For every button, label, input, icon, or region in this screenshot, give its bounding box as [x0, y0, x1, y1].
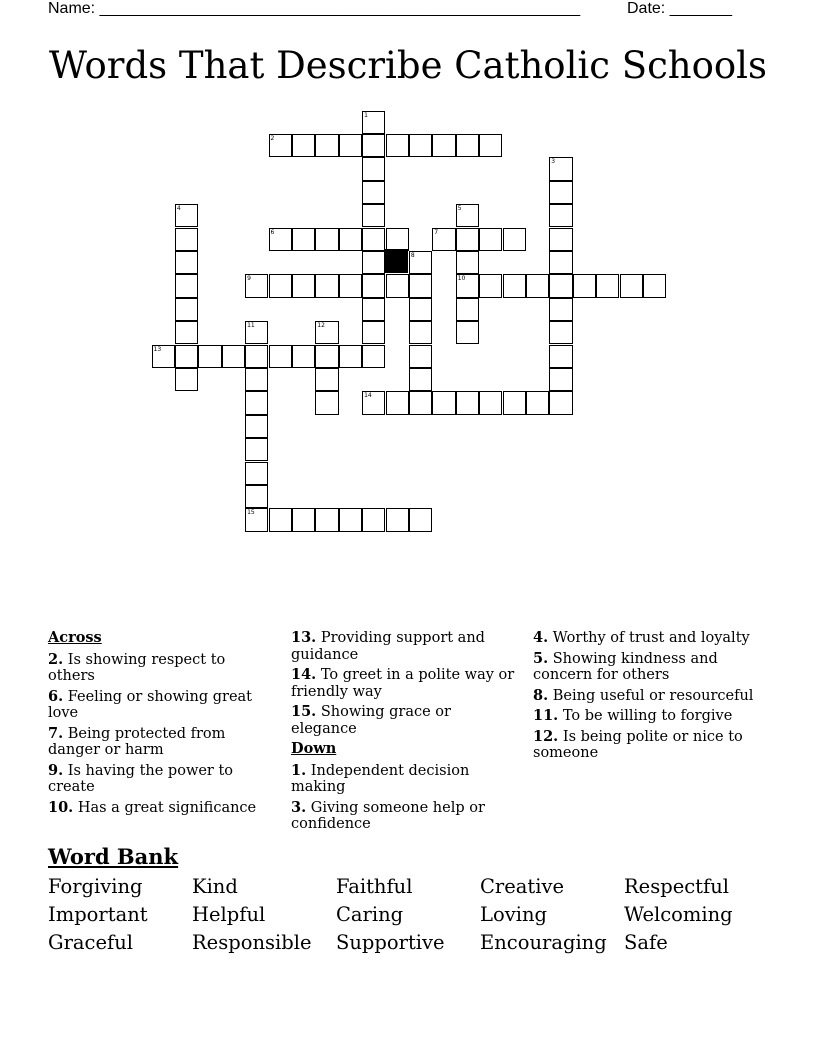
crossword-cell[interactable]: [456, 204, 479, 227]
crossword-cell[interactable]: [456, 274, 479, 297]
crossword-cell[interactable]: [339, 134, 362, 157]
crossword-cell[interactable]: [503, 228, 526, 251]
clue-down-12: 12. Is being polite or nice to someone: [533, 727, 743, 761]
clue-number: 9: [247, 275, 251, 283]
clue-number: 12: [317, 322, 325, 330]
clue-number: 15: [247, 509, 255, 517]
crossword-cell[interactable]: [362, 204, 385, 227]
clue-number: 5: [457, 205, 462, 213]
crossword-cell[interactable]: [549, 181, 572, 204]
clue-across-6: 6. Feeling or showing great love: [48, 687, 253, 721]
down-heading: Down: [291, 740, 337, 757]
crossword-cell[interactable]: [362, 228, 385, 251]
crossword-cell[interactable]: [456, 298, 479, 321]
crossword-cell[interactable]: [245, 321, 268, 344]
crossword-cell[interactable]: [175, 345, 198, 368]
clue-number: 8: [410, 251, 415, 259]
crossword-cell[interactable]: [245, 391, 268, 414]
crossword-cell[interactable]: [175, 228, 198, 251]
clue-down-3: 3. Giving someone help or confidence: [291, 798, 485, 832]
clue-number: 10: [457, 275, 466, 283]
crossword-cell[interactable]: [432, 134, 455, 157]
crossword-cell[interactable]: [292, 345, 315, 368]
crossword-cell[interactable]: [339, 508, 362, 531]
crossword-cell[interactable]: [526, 274, 549, 297]
crossword-cell[interactable]: [549, 391, 572, 414]
crossword-cell[interactable]: [175, 368, 198, 391]
word-bank-item: Faithful: [336, 875, 413, 898]
crossword-cell[interactable]: [175, 274, 198, 297]
crossword-cell[interactable]: [549, 298, 572, 321]
crossword-cell[interactable]: [479, 274, 502, 297]
clue-number: 14: [364, 392, 372, 400]
crossword-cell[interactable]: [245, 345, 268, 368]
word-bank-item: Safe: [624, 931, 668, 954]
clue-number: 4: [176, 205, 181, 213]
crossword-cell[interactable]: [549, 368, 572, 391]
crossword-cell[interactable]: [362, 251, 385, 274]
clue-across-9: 9. Is having the power to create: [48, 761, 234, 795]
clue-number: 3: [551, 158, 556, 166]
crossword-cell[interactable]: [245, 415, 268, 438]
word-bank-item: Encouraging: [480, 931, 607, 954]
word-bank-item: Supportive: [336, 931, 445, 954]
crossword-cell[interactable]: [503, 391, 526, 414]
crossword-cell[interactable]: [292, 274, 315, 297]
crossword-cell[interactable]: [596, 274, 619, 297]
crossword-cell[interactable]: [362, 181, 385, 204]
clue-across-10: 10. Has a great significance: [48, 798, 257, 816]
word-bank-item: Kind: [192, 875, 238, 898]
crossword-cell[interactable]: [456, 321, 479, 344]
crossword-cell[interactable]: [409, 134, 432, 157]
crossword-cell[interactable]: [549, 321, 572, 344]
crossword-cell[interactable]: [269, 134, 292, 157]
crossword-cell[interactable]: [269, 274, 292, 297]
clue-down-1: 1. Independent decision making: [291, 761, 470, 795]
crossword-cell[interactable]: [643, 274, 666, 297]
crossword-cell[interactable]: [339, 274, 362, 297]
word-bank-item: Graceful: [48, 931, 133, 954]
crossword-cell[interactable]: [386, 274, 409, 297]
crossword-cell[interactable]: [245, 485, 268, 508]
crossword-cell[interactable]: [292, 134, 315, 157]
crossword-cell[interactable]: [269, 345, 292, 368]
clue-number: 1: [364, 111, 368, 119]
crossword-cell[interactable]: [409, 368, 432, 391]
crossword-cell[interactable]: [409, 391, 432, 414]
crossword-cell[interactable]: [222, 345, 245, 368]
crossword-cell[interactable]: [245, 274, 268, 297]
word-bank-item: Helpful: [192, 903, 266, 926]
word-bank-item: Caring: [336, 903, 404, 926]
clues-column-1: [48, 630, 273, 820]
clue-number: 11: [247, 322, 255, 330]
clue-number: 7: [434, 228, 439, 236]
crossword-cell[interactable]: [315, 391, 338, 414]
crossword-cell[interactable]: [362, 298, 385, 321]
crossword-cell[interactable]: [269, 228, 292, 251]
crossword-cell[interactable]: [549, 157, 572, 180]
crossword-cell[interactable]: [292, 508, 315, 531]
crossword-cell[interactable]: [456, 134, 479, 157]
crossword-cell[interactable]: [339, 228, 362, 251]
crossword-cell[interactable]: [526, 391, 549, 414]
crossword-cell[interactable]: [409, 321, 432, 344]
crossword-cell[interactable]: [315, 134, 338, 157]
word-bank-item: Forgiving: [48, 875, 143, 898]
crossword-cell[interactable]: [245, 368, 268, 391]
clues-column-2: [291, 630, 519, 837]
word-bank-item: Responsible: [192, 931, 312, 954]
crossword-cell[interactable]: [573, 274, 596, 297]
crossword-cell[interactable]: [432, 391, 455, 414]
crossword-cell[interactable]: [549, 228, 572, 251]
word-bank-item: Respectful: [624, 875, 730, 898]
crossword-cell[interactable]: [315, 508, 338, 531]
black-square: [384, 249, 407, 272]
crossword-cell[interactable]: [362, 391, 385, 414]
crossword-cell[interactable]: [386, 228, 409, 251]
crossword-cell[interactable]: [549, 204, 572, 227]
crossword-cell[interactable]: [432, 228, 455, 251]
crossword-cell[interactable]: [362, 111, 385, 134]
crossword-cell[interactable]: [152, 345, 175, 368]
crossword-cell[interactable]: [409, 298, 432, 321]
clues-column-3: [533, 630, 758, 766]
word-bank-item: Loving: [480, 903, 547, 926]
word-bank-item: Creative: [480, 875, 565, 898]
crossword-cell[interactable]: [386, 508, 409, 531]
clue-down-11: 11. To be willing to forgive: [533, 707, 733, 724]
clue-number: 2: [270, 134, 275, 142]
crossword-cell[interactable]: [315, 345, 338, 368]
crossword-cell[interactable]: [386, 134, 409, 157]
crossword-cell[interactable]: [315, 368, 338, 391]
crossword-cell[interactable]: [245, 438, 268, 461]
clue-down-5: 5. Showing kindness and concern for others: [533, 649, 718, 683]
page-title: Words That Describe Catholic Schools: [48, 44, 767, 87]
clue-number: 13: [153, 345, 162, 353]
crossword-cell[interactable]: [362, 508, 385, 531]
crossword-cell[interactable]: [549, 251, 572, 274]
crossword-cell[interactable]: [409, 345, 432, 368]
crossword-cell[interactable]: [245, 462, 268, 485]
clue-down-8: 8. Being useful or resourceful: [533, 686, 754, 704]
clue-across-15: 15. Showing grace or elegance: [291, 703, 451, 737]
crossword-cell[interactable]: [409, 251, 432, 274]
word-bank-title: Word Bank: [48, 844, 179, 869]
crossword-cell[interactable]: [175, 251, 198, 274]
crossword-cell[interactable]: [245, 508, 268, 531]
crossword-cell[interactable]: [175, 298, 198, 321]
date-field[interactable]: Date: _______: [627, 0, 732, 17]
crossword-cell[interactable]: [409, 508, 432, 531]
crossword-cell[interactable]: [549, 345, 572, 368]
word-bank-item: Important: [48, 903, 148, 926]
word-bank: [48, 873, 768, 957]
word-bank-item: Welcoming: [624, 903, 733, 926]
crossword-cell[interactable]: [362, 134, 385, 157]
clue-across-14: 14. To greet in a polite way or friendly way: [291, 666, 515, 700]
crossword-cell[interactable]: [479, 134, 502, 157]
crossword-cell[interactable]: [362, 274, 385, 297]
crossword-cell[interactable]: [315, 321, 338, 344]
crossword-cell[interactable]: [339, 345, 362, 368]
name-field[interactable]: Name: ______________________________________________________: [48, 0, 581, 17]
crossword-cell[interactable]: [269, 508, 292, 531]
across-heading: Across: [48, 629, 102, 646]
crossword-cell[interactable]: [386, 391, 409, 414]
crossword-cell[interactable]: [362, 321, 385, 344]
crossword-cell[interactable]: [409, 274, 432, 297]
clue-across-13: 13. Providing support and guidance: [291, 629, 485, 663]
clue-number: 6: [270, 228, 275, 236]
crossword-cell[interactable]: [292, 228, 315, 251]
clue-across-7: 7. Being protected from danger or harm: [48, 724, 226, 758]
crossword-cell[interactable]: [479, 391, 502, 414]
clue-down-4: 4. Worthy of trust and loyalty: [533, 629, 750, 646]
crossword-cell[interactable]: [198, 345, 221, 368]
crossword-cell[interactable]: [456, 228, 479, 251]
crossword-cell[interactable]: [549, 274, 572, 297]
crossword-cell[interactable]: [315, 228, 338, 251]
crossword-cell[interactable]: [456, 391, 479, 414]
crossword-cell[interactable]: [479, 228, 502, 251]
crossword-cell[interactable]: [456, 251, 479, 274]
crossword-cell[interactable]: [315, 274, 338, 297]
clue-across-2: 2. Is showing respect to others: [48, 650, 226, 684]
crossword-cell[interactable]: [362, 157, 385, 180]
crossword-cell[interactable]: [362, 345, 385, 368]
crossword-cell[interactable]: [175, 204, 198, 227]
crossword-cell[interactable]: [620, 274, 643, 297]
crossword-cell[interactable]: [503, 274, 526, 297]
crossword-cell[interactable]: [175, 321, 198, 344]
